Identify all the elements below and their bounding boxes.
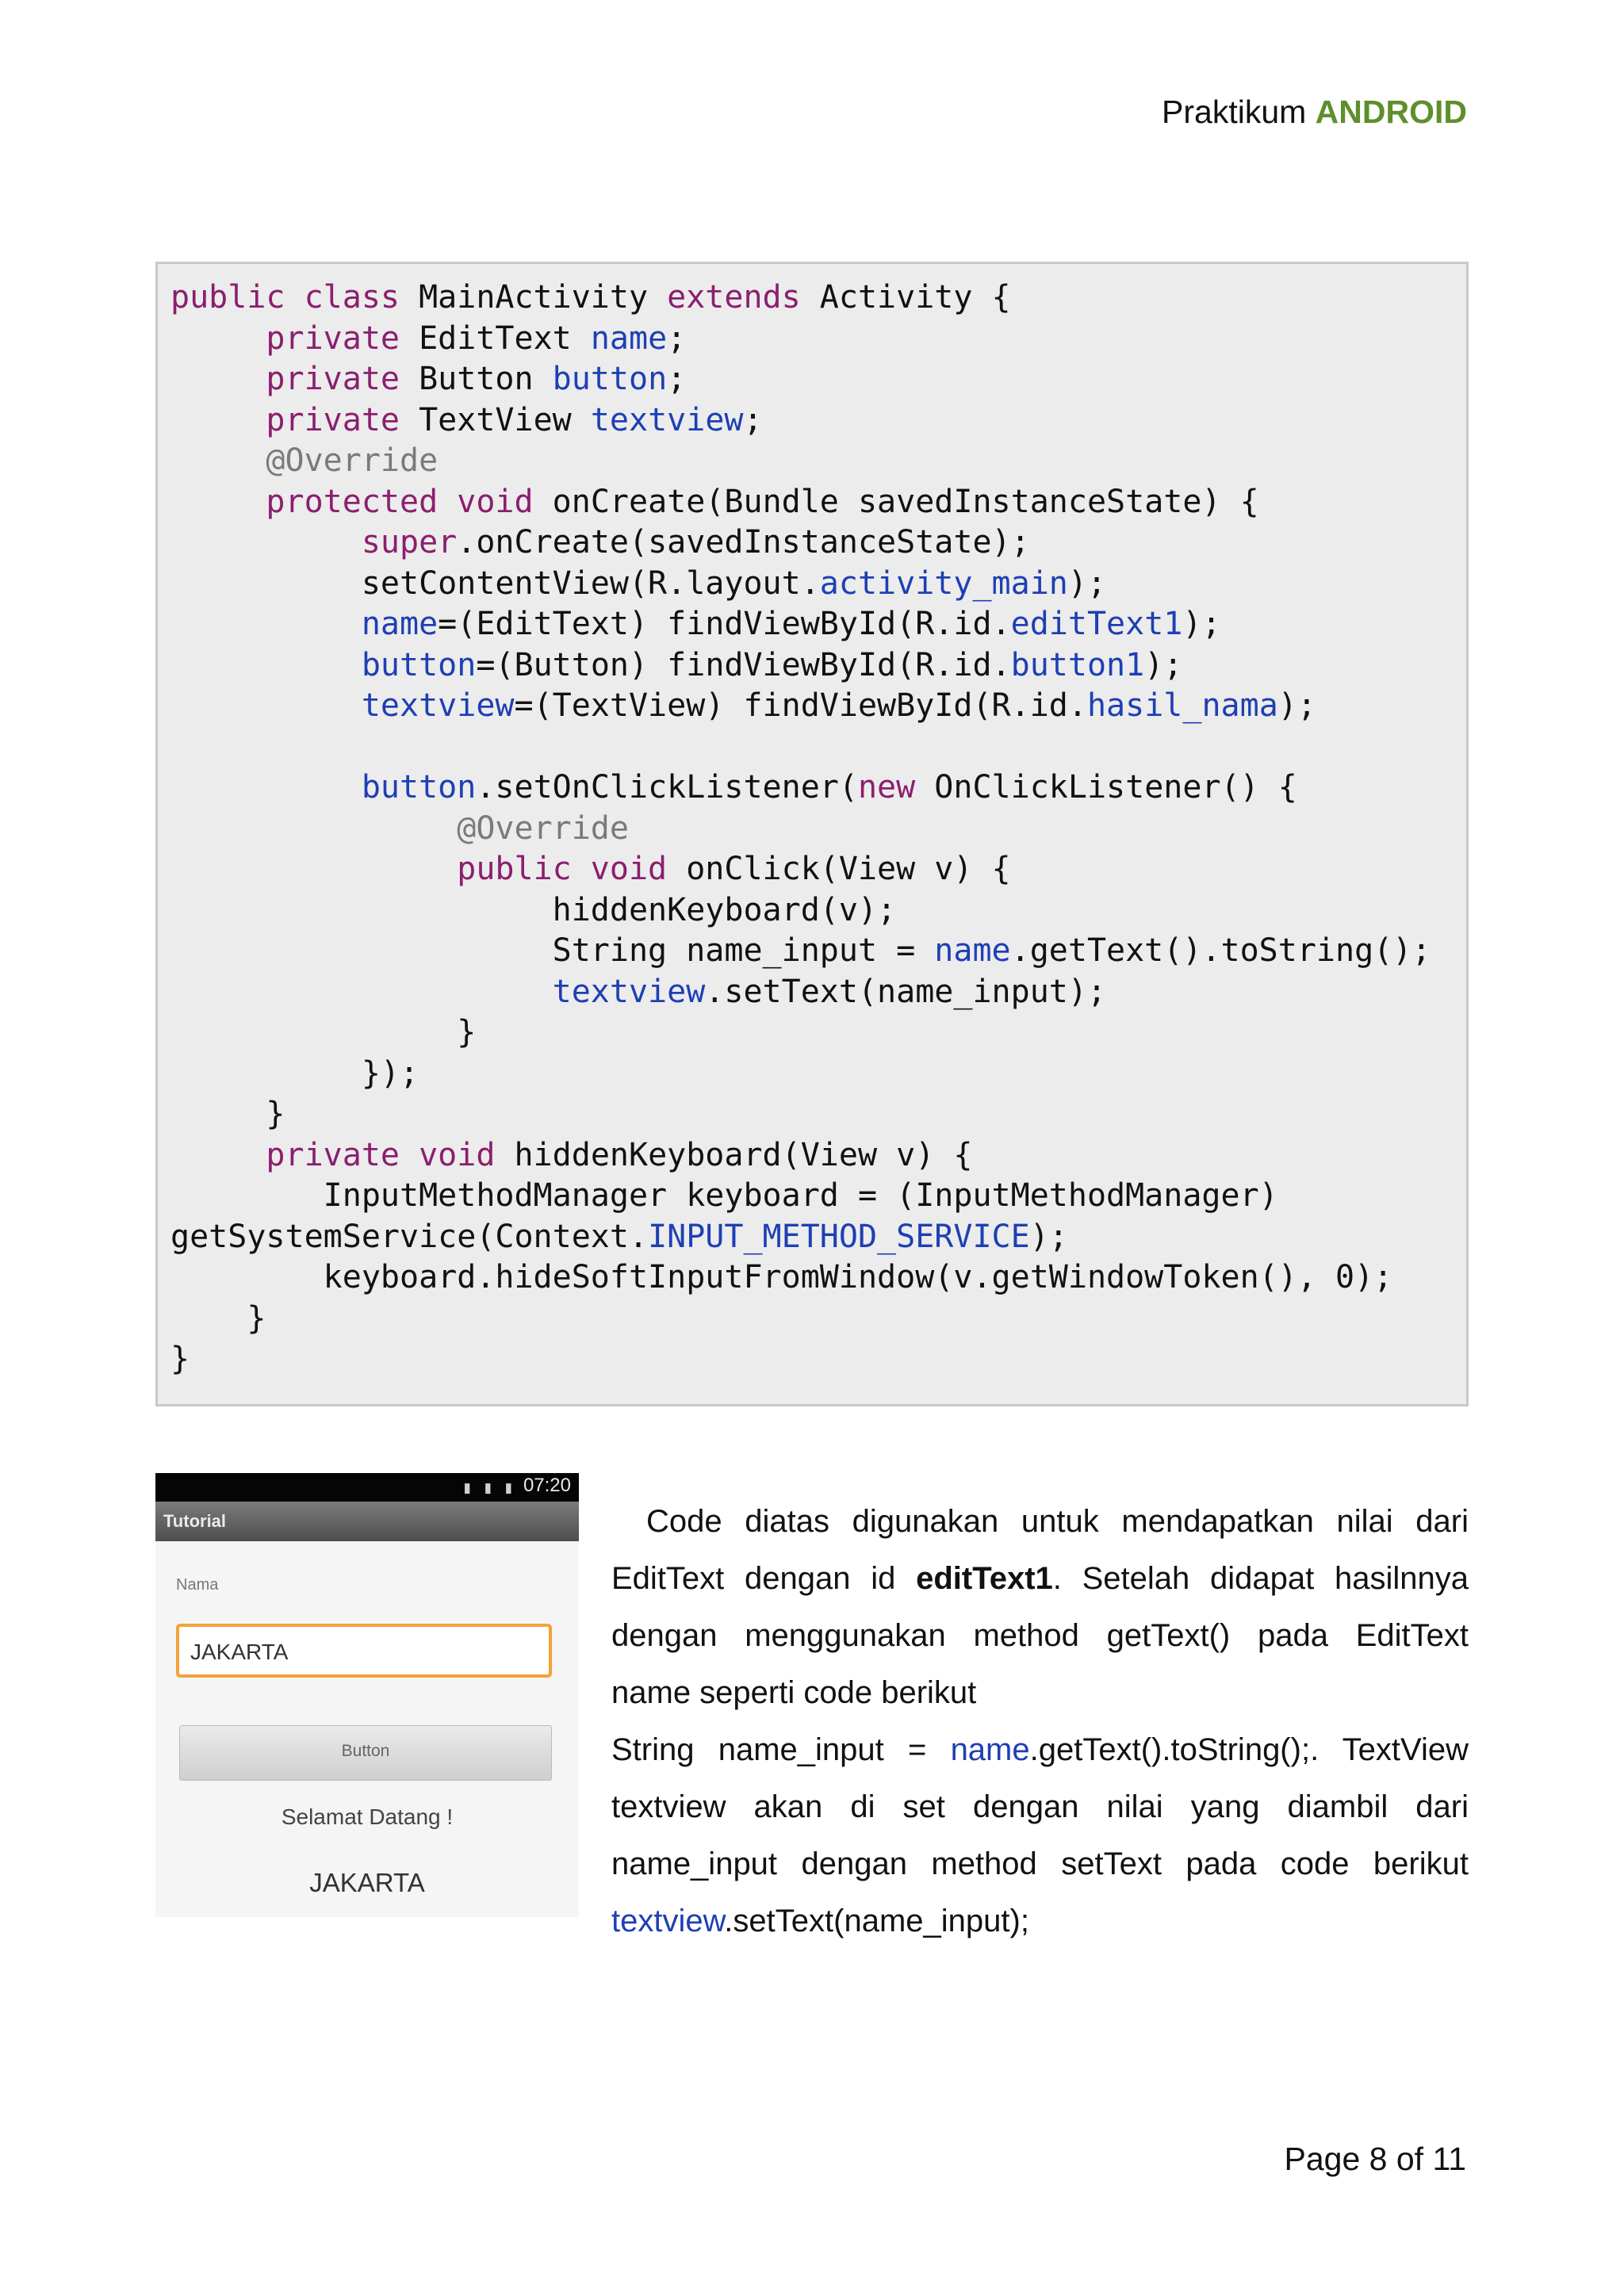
- code-line: [170, 971, 1106, 1012]
- code-token: name: [361, 606, 439, 642]
- code-token: public class: [170, 279, 400, 316]
- code-token: textview: [361, 687, 515, 724]
- code-token: public void: [457, 851, 668, 887]
- code-token: }: [170, 1299, 266, 1337]
- code-token: extends: [667, 279, 801, 316]
- code-token: );: [1277, 687, 1316, 724]
- phone-button-label: Button: [341, 1742, 390, 1760]
- code-token: hasil_nama: [1086, 687, 1278, 724]
- greeting-text: Selamat Datang !: [281, 1804, 454, 1829]
- code-line: [170, 1175, 1278, 1216]
- code-token: getSystemService(Context.: [170, 1218, 649, 1255]
- code-line: [170, 1093, 285, 1135]
- code-line: [170, 848, 1011, 890]
- paragraph-text: String name_input =: [611, 1732, 951, 1767]
- code-token: protected void: [266, 483, 534, 520]
- nama-label: Nama: [176, 1576, 219, 1594]
- code-token: private: [266, 320, 400, 357]
- code-token: MainActivity: [399, 279, 668, 316]
- code-token: Activity {: [800, 279, 1011, 316]
- code-token: textview: [590, 401, 744, 438]
- code-token: Button: [400, 361, 553, 397]
- code-token: .onCreate(savedInstanceState);: [457, 524, 1030, 561]
- header-brand: ANDROID: [1315, 94, 1467, 130]
- status-bar: [155, 1473, 579, 1502]
- status-icons: ▮ ▮ ▮: [463, 1480, 517, 1495]
- nama-input-value: JAKARTA: [190, 1640, 289, 1664]
- code-token: @Override: [266, 442, 439, 479]
- code-token: );: [1029, 1218, 1068, 1255]
- code-token: hiddenKeyboard(View v) {: [495, 1136, 973, 1173]
- code-token: [170, 320, 266, 357]
- code-line: [170, 645, 1182, 686]
- code-token: );: [1182, 606, 1221, 642]
- code-token: ;: [667, 361, 687, 397]
- paragraph-text: .getText().toString();. TextView: [1029, 1732, 1469, 1767]
- code-token: TextView: [400, 401, 591, 438]
- code-token: .setOnClickListener(: [476, 769, 858, 806]
- code-token: [170, 524, 362, 561]
- code-token: InputMethodManager keyboard = (InputMethodManager): [170, 1177, 1278, 1214]
- code-token: }: [170, 1341, 190, 1377]
- code-token: [170, 442, 266, 479]
- paragraph-line-1: Code diatas digunakan untuk mendapatkan nilai dari: [646, 1504, 1469, 1539]
- paragraph-line-6: textview akan di set dengan nilai yang diambil dari: [611, 1789, 1469, 1824]
- code-line: [170, 277, 1011, 318]
- code-line: [170, 685, 1316, 726]
- code-token: EditText: [400, 320, 591, 357]
- paragraph-line-4: name seperti code berikut: [611, 1675, 977, 1710]
- code-line: [170, 1053, 419, 1094]
- code-token: private void: [266, 1136, 496, 1173]
- code-line: [170, 318, 686, 359]
- phone-screenshot: [155, 1473, 579, 1917]
- code-token: =(Button) findViewById(R.id.: [476, 646, 1011, 683]
- code-line: [170, 1216, 1068, 1257]
- paragraph-line-7: name_input dengan method setText pada code berikut: [611, 1846, 1469, 1881]
- code-token: [170, 851, 457, 887]
- page-number: Page 8 of 11: [1284, 2141, 1466, 2177]
- code-token: button: [361, 769, 477, 806]
- code-line: [170, 400, 763, 441]
- app-titlebar: [155, 1502, 579, 1541]
- code-token: setContentView(R.layout.: [170, 564, 820, 602]
- code-line: [170, 522, 1030, 563]
- code-line: [170, 603, 1221, 645]
- code-line: [170, 1012, 476, 1053]
- nama-input: [176, 1624, 552, 1678]
- code-token: new: [857, 769, 916, 806]
- app-title: Tutorial: [163, 1511, 227, 1531]
- phone-button: [179, 1725, 552, 1781]
- page-header-title: [1162, 94, 1467, 131]
- code-token: });: [170, 1054, 419, 1092]
- paragraph-line-8: [611, 1898, 1469, 1944]
- code-token: [170, 647, 362, 683]
- result-text: JAKARTA: [309, 1868, 425, 1897]
- code-token: [170, 769, 362, 806]
- code-token: );: [1067, 564, 1107, 602]
- code-token: [170, 1137, 266, 1173]
- code-token: button: [361, 646, 477, 683]
- code-token: button1: [1010, 646, 1145, 683]
- code-token: name: [590, 320, 668, 357]
- code-token: =(EditText) findViewById(R.id.: [438, 606, 1011, 642]
- paragraph-text: .setText(name_input);: [724, 1904, 1029, 1938]
- code-token: INPUT_METHOD_SERVICE: [648, 1218, 1030, 1255]
- code-token: [170, 361, 266, 397]
- code-line: [170, 1338, 190, 1380]
- paragraph-line-5: [611, 1727, 1469, 1773]
- paragraph-code-textview: textview: [611, 1904, 725, 1938]
- paragraph-text: . Setelah didapat hasilnnya: [1052, 1561, 1469, 1596]
- paragraph-bold-id: editText1: [916, 1561, 1053, 1596]
- code-line: [170, 930, 1431, 971]
- code-token: String name_input =: [170, 932, 935, 969]
- code-line: [170, 440, 438, 481]
- code-token: [170, 974, 553, 1010]
- code-token: [170, 606, 362, 642]
- header-prefix: Praktikum: [1162, 94, 1316, 130]
- code-line: [170, 767, 1297, 808]
- paragraph-line-2: [611, 1556, 1469, 1601]
- code-line: [170, 1257, 1392, 1298]
- code-line: [170, 358, 686, 400]
- code-token: onCreate(Bundle savedInstanceState) {: [533, 483, 1259, 520]
- code-token: onClick(View v) {: [667, 851, 1011, 887]
- code-token: ;: [743, 401, 763, 438]
- code-token: }: [170, 1014, 477, 1050]
- code-line: [170, 808, 629, 849]
- code-token: activity_main: [819, 564, 1068, 602]
- code-token: ;: [667, 320, 687, 357]
- code-token: .getText().toString();: [1010, 932, 1431, 969]
- code-token: [170, 687, 362, 724]
- code-token: button: [552, 361, 668, 397]
- code-line: [170, 563, 1106, 604]
- code-token: private: [266, 401, 400, 438]
- code-token: OnClickListener() {: [915, 769, 1297, 806]
- code-line: [170, 890, 896, 931]
- code-token: hiddenKeyboard(v);: [170, 891, 897, 928]
- code-token: keyboard.hideSoftInputFromWindow(v.getWindowToken(), 0);: [170, 1259, 1393, 1295]
- code-token: [170, 484, 266, 520]
- code-token: textview: [552, 973, 706, 1010]
- code-token: [170, 402, 266, 438]
- code-line: [170, 481, 1259, 522]
- code-token: private: [266, 361, 400, 397]
- code-token: editText1: [1010, 606, 1183, 642]
- code-line: [170, 1135, 972, 1176]
- code-token: super: [361, 524, 458, 561]
- paragraph-code-name: name: [950, 1732, 1030, 1767]
- code-token: );: [1144, 646, 1183, 683]
- paragraph-text: EditText dengan id: [611, 1561, 917, 1596]
- code-token: name: [934, 932, 1011, 969]
- code-line: [170, 1298, 266, 1339]
- code-token: .setText(name_input);: [705, 973, 1107, 1010]
- code-token: }: [170, 1096, 285, 1132]
- code-listing: [155, 262, 1469, 1406]
- code-token: @Override: [457, 809, 629, 847]
- code-token: [170, 810, 457, 847]
- code-token: =(TextView) findViewById(R.id.: [514, 687, 1087, 724]
- status-time: 07:20: [523, 1475, 571, 1496]
- paragraph-line-3: dengan menggunakan method getText() pada EditText: [611, 1618, 1469, 1653]
